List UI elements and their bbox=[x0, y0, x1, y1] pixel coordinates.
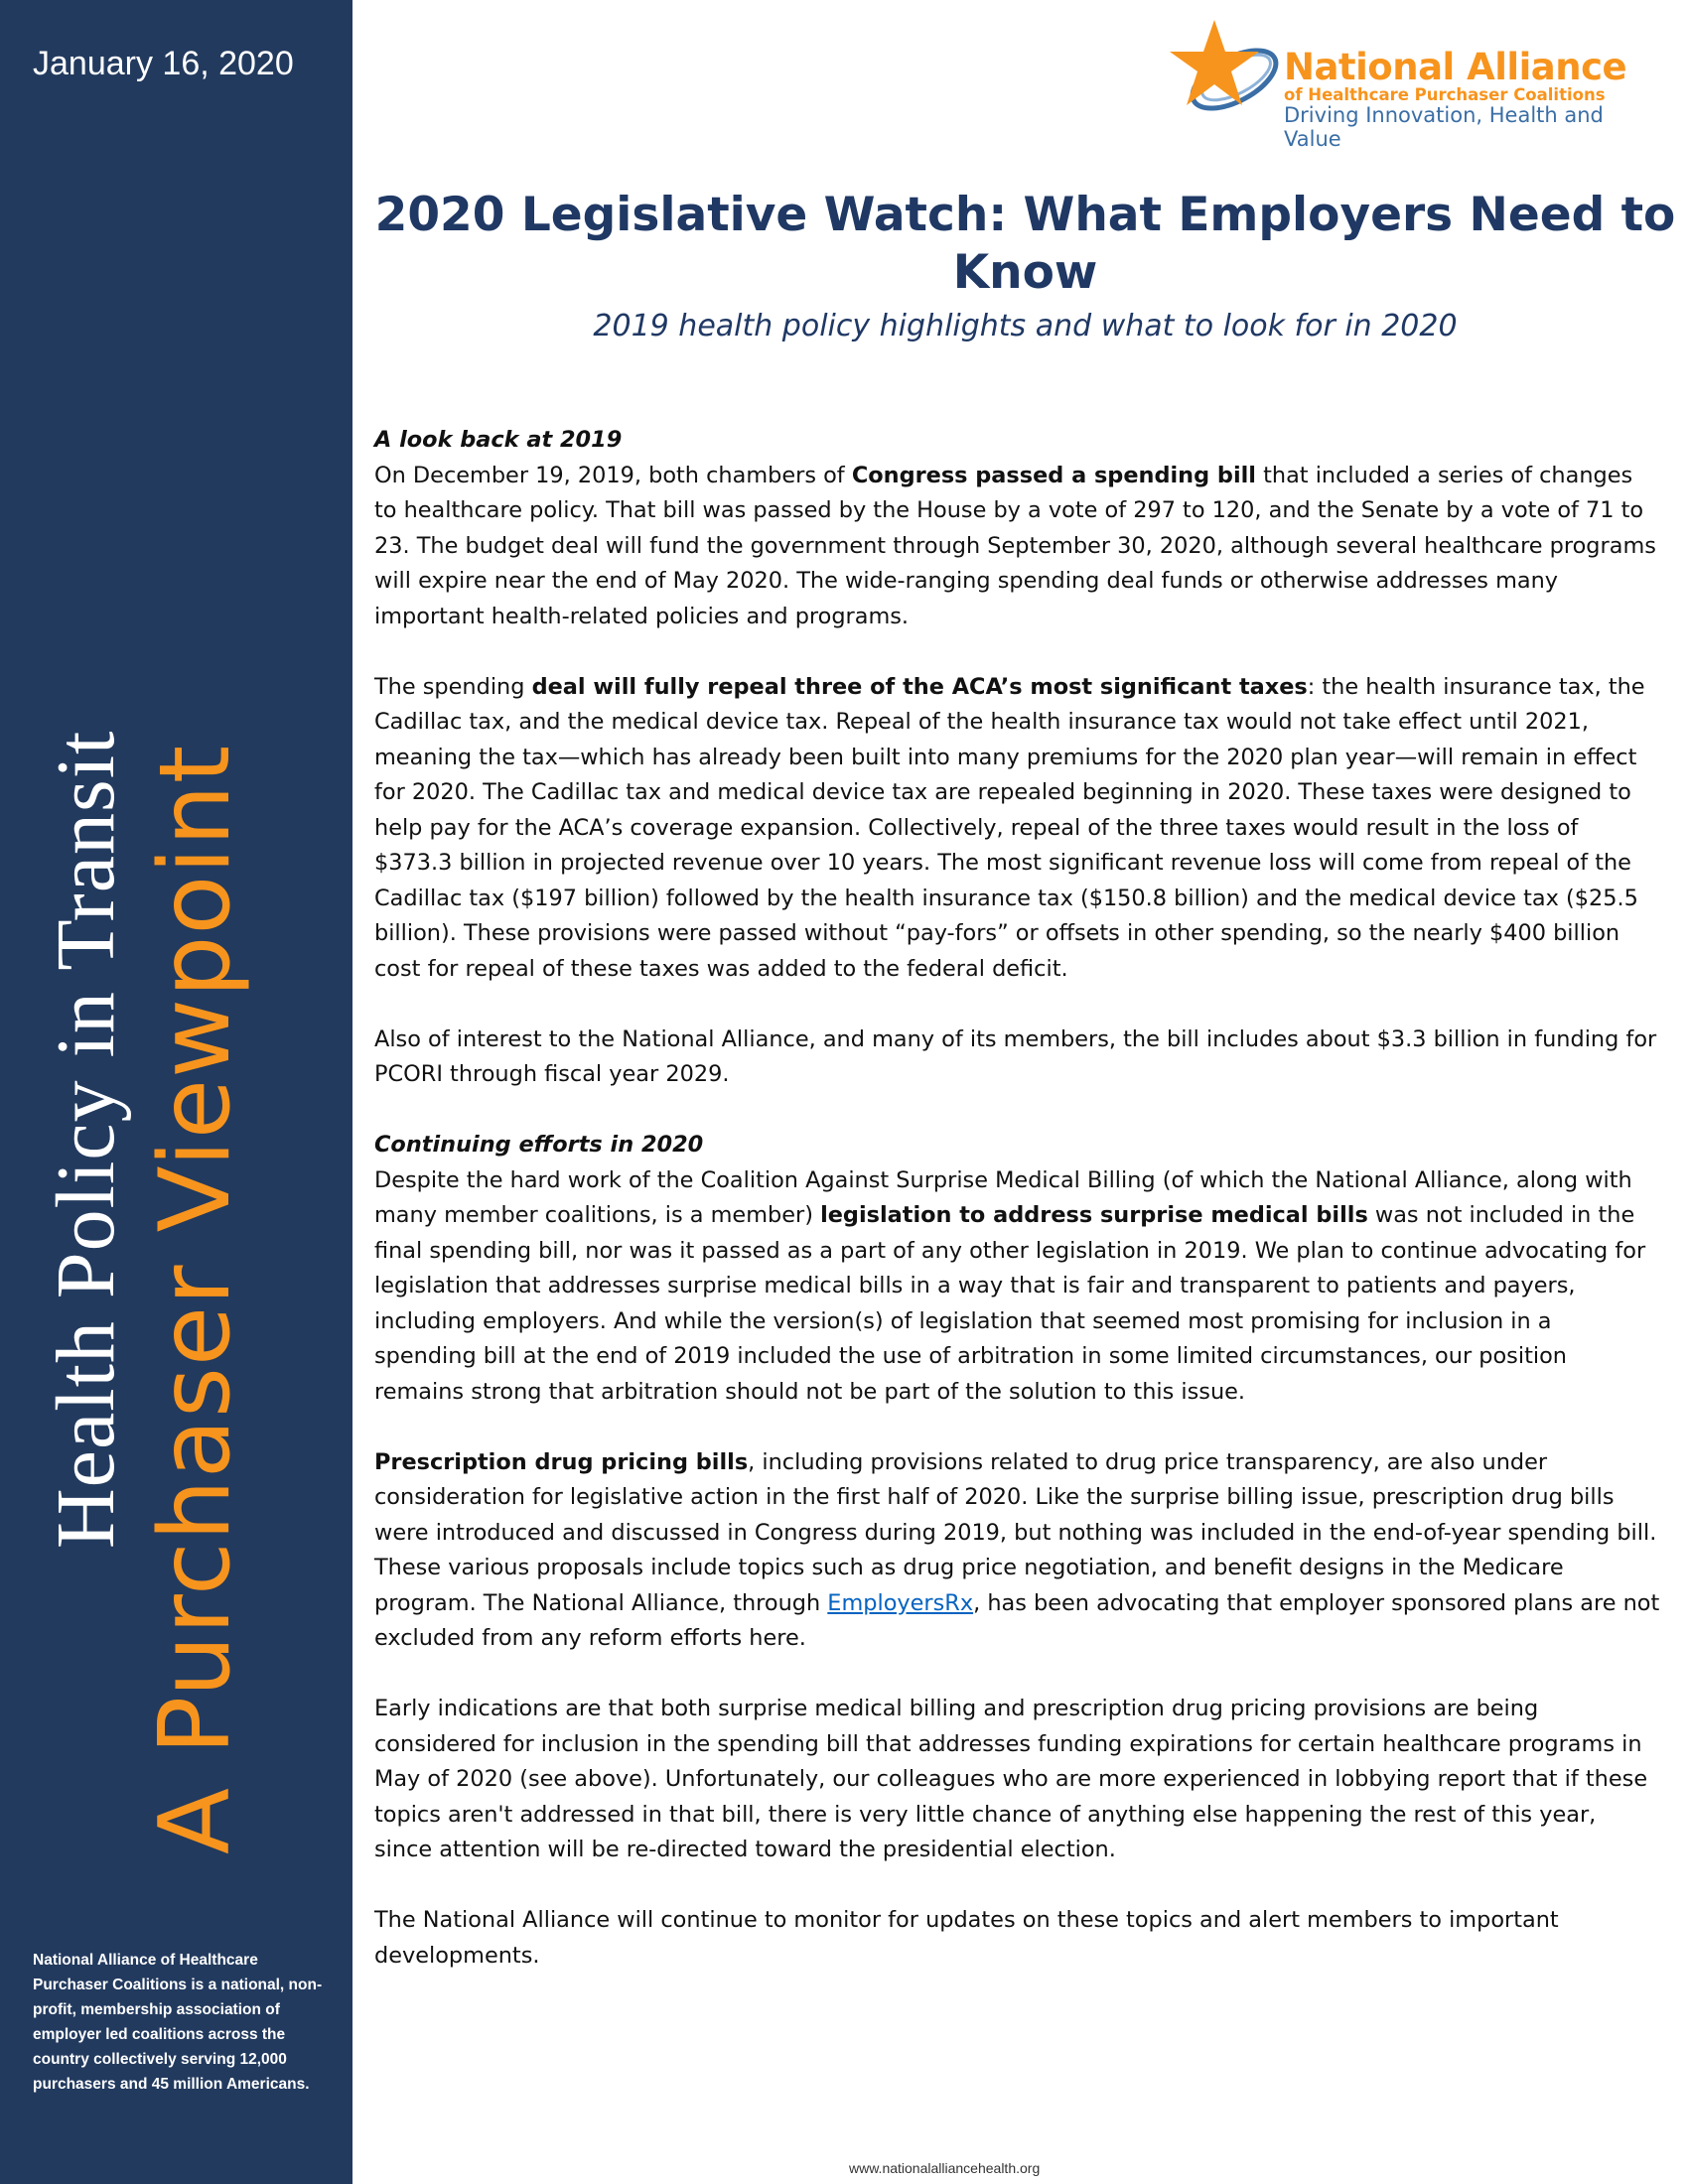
text: , has been advocating that employer sponsored plans are not excluded from any reform efforts here. bbox=[374, 1589, 1660, 1651]
paragraph-spending-bill bbox=[374, 459, 1660, 635]
national-alliance-logo bbox=[1167, 18, 1658, 151]
paragraph-pcori: Also of interest to the National Alliance, and many of its members, the bill includes about $3.3 billion in funding for PCORI through fiscal year 2029. bbox=[374, 1025, 1657, 1087]
text: On December 19, 2019, both chambers of bbox=[374, 462, 852, 488]
about-blurb: National Alliance of Healthcare Purchaser Coalitions is a national, non-profit, membership association of employer led coalitions across the country collectively serving 12,000 purchasers and 45 million Americans. bbox=[33, 1952, 323, 2093]
bold-text: legislation to address surprise medical bills bbox=[820, 1202, 1368, 1228]
section-heading-look-back: A look back at 2019 bbox=[374, 427, 623, 453]
text: : the health insurance tax, the Cadillac tax, and the medical device tax. Repeal of the health insurance tax would not take effect until 2021, meaning the tax—which has already been built into many premiums for the 2020 plan year—will remain in effect for 2020. The Cadillac tax and medical device tax are repealed beginning in 2020. These taxes were designed to help pay for the ACA’s coverage expansion. Collectively, repeal of the three taxes would result in the loss of $373.3 billion in projected revenue over 10 years. The most significant revenue loss will come from repeal of the Cadillac tax ($197 billion) followed by the health insurance tax ($150.8 billion) and the medical device tax ($25.5 billion). These provisions were passed without “pay-fors” or offsets in other spending, so the nearly $400 billion cost for repeal of these taxes was added to the federal deficit. bbox=[374, 673, 1645, 982]
employersrx-link[interactable]: EmployersRx bbox=[827, 1589, 974, 1616]
text: was not included in the final spending bill, nor was it passed as a part of any other legislation in 2019. We plan to continue advocating for legislation that addresses surprise medical bills in a way that is fair and transparent to patients and payers, including employers. And while the version(s) of legislation that seemed most promising for inclusion in a spending bill at the end of 2019 included the use of arbitration in some limited circumstances, our position remains strong that arbitration should not be part of the solution to this issue. bbox=[374, 1202, 1646, 1405]
section-heading-continuing: Continuing efforts in 2020 bbox=[374, 1132, 704, 1158]
paragraph-early-indications: Early indications are that both surprise medical billing and prescription drug pricing provisions are being considered for inclusion in the spending bill that addresses funding expirations for certain healthcare programs in May of 2020 (see above). Unfortunately, our colleagues who are more experienced in lobbying report that if these topics aren't addressed in that bill, there is very little chance of anything else happening the rest of this year, since attention will be re-directed toward the presidential election. bbox=[374, 1696, 1648, 1862]
footer-url: www.nationalalliancehealth.org bbox=[849, 2160, 1041, 2176]
vertical-title-viewpoint: A Purchaser Viewpoint bbox=[139, 744, 252, 1854]
bold-text: Congress passed a spending bill bbox=[851, 462, 1256, 488]
bold-text: deal will fully repeal three of the ACA’s most significant taxes bbox=[531, 673, 1308, 700]
vertical-title-health-policy: Health Policy in Transit bbox=[40, 730, 132, 1549]
logo-name: National Alliance bbox=[1284, 46, 1627, 88]
sidebar bbox=[0, 0, 352, 2184]
logo-subname: of Healthcare Purchaser Coalitions bbox=[1284, 85, 1606, 104]
page-title: 2020 Legislative Watch: What Employers Need to Know bbox=[374, 188, 1676, 300]
publication-date: January 16, 2020 bbox=[33, 45, 294, 82]
text: that included a series of changes to healthcare policy. That bill was passed by the House by a vote of 297 to 120, and the Senate by a vote of 71 to 23. The budget deal will fund the government through September 30, 2020, although several healthcare programs will expire near the end of May 2020. The wide-ranging spending deal funds or otherwise addresses many important health-related policies and programs. bbox=[374, 462, 1656, 629]
bold-text: Prescription drug pricing bills bbox=[374, 1448, 749, 1475]
logo-tagline: Driving Innovation, Health and Value bbox=[1284, 103, 1604, 151]
text: Despite the hard work of the Coalition Against Surprise Medical Billing (of which the National Alliance, along with many member coalitions, is a member) bbox=[374, 1166, 1632, 1228]
article-body bbox=[374, 423, 1660, 2009]
paragraph-drug-pricing bbox=[374, 1445, 1660, 1657]
text: , including provisions related to drug price transparency, are also under consideration for legislative action in the first half of 2020. Like the surprise billing issue, prescription drug bills were introduced and discussed in Congress during 2019, but nothing was included in the end-of-year spending bill. These various proposals include topics such as drug price negotiation, and benefit designs in the Medicare program. The National Alliance, through bbox=[374, 1448, 1657, 1616]
text: The spending bbox=[374, 673, 532, 700]
paragraph-monitor: The National Alliance will continue to monitor for updates on these topics and alert members to important developments. bbox=[374, 1907, 1559, 1969]
paragraph-surprise-billing bbox=[374, 1163, 1660, 1411]
page-subtitle: 2019 health policy highlights and what to look for in 2020 bbox=[593, 309, 1458, 343]
paragraph-aca-taxes bbox=[374, 670, 1660, 988]
star-swoosh-icon bbox=[1167, 18, 1286, 132]
